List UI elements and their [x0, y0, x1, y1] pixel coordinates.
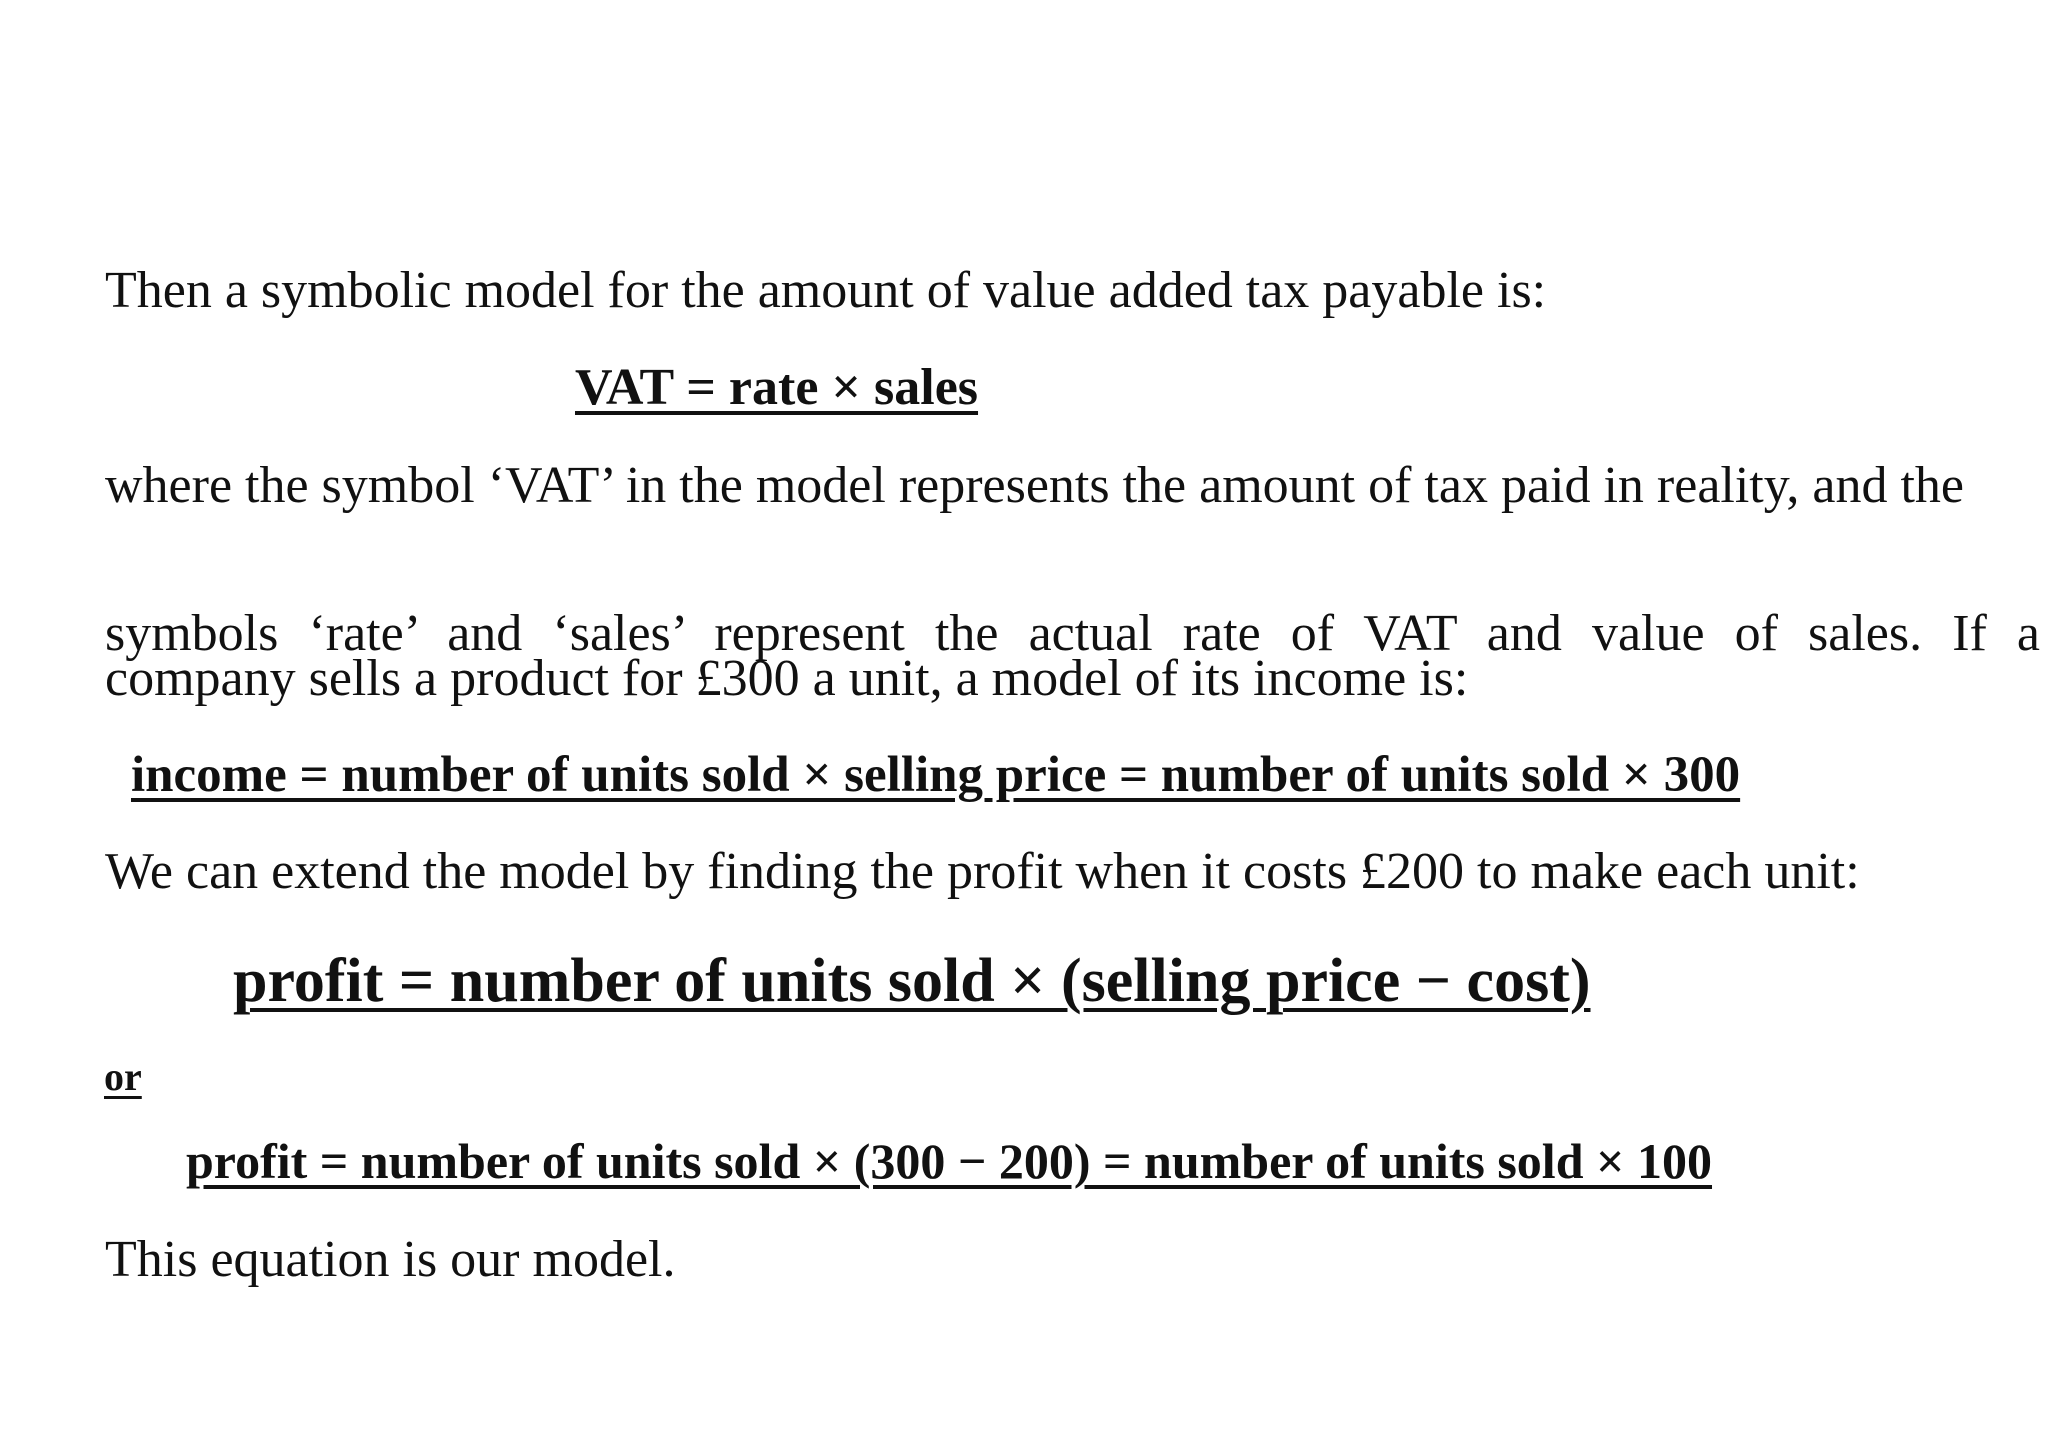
extend-text: We can extend the model by finding the profit when it costs £200 to make each unit:	[105, 843, 1860, 900]
explanation-line-2: symbols ‘rate’ and ‘sales’ represent the actual rate of VAT and value of sales. If a	[105, 605, 2040, 662]
profit-numeric-equation: profit = number of units sold × (300 − 200) = number of units sold × 100	[186, 1133, 1713, 1189]
explanation-line-1: where the symbol ‘VAT’ in the model represents the amount of tax paid in reality, and the	[105, 457, 1964, 514]
intro-text: Then a symbolic model for the amount of value added tax payable is:	[105, 262, 1547, 319]
income-equation: income = number of units sold × selling price = number of units sold × 300	[131, 747, 1741, 803]
profit-equation: profit = number of units sold × (selling price − cost)	[233, 947, 1591, 1015]
or-label: or	[104, 1054, 142, 1099]
conclusion-text: This equation is our model.	[105, 1231, 676, 1288]
explanation-line-3: company sells a product for £300 a unit, a model of its income is:	[105, 650, 1469, 707]
vat-equation: VAT = rate × sales	[575, 359, 979, 416]
